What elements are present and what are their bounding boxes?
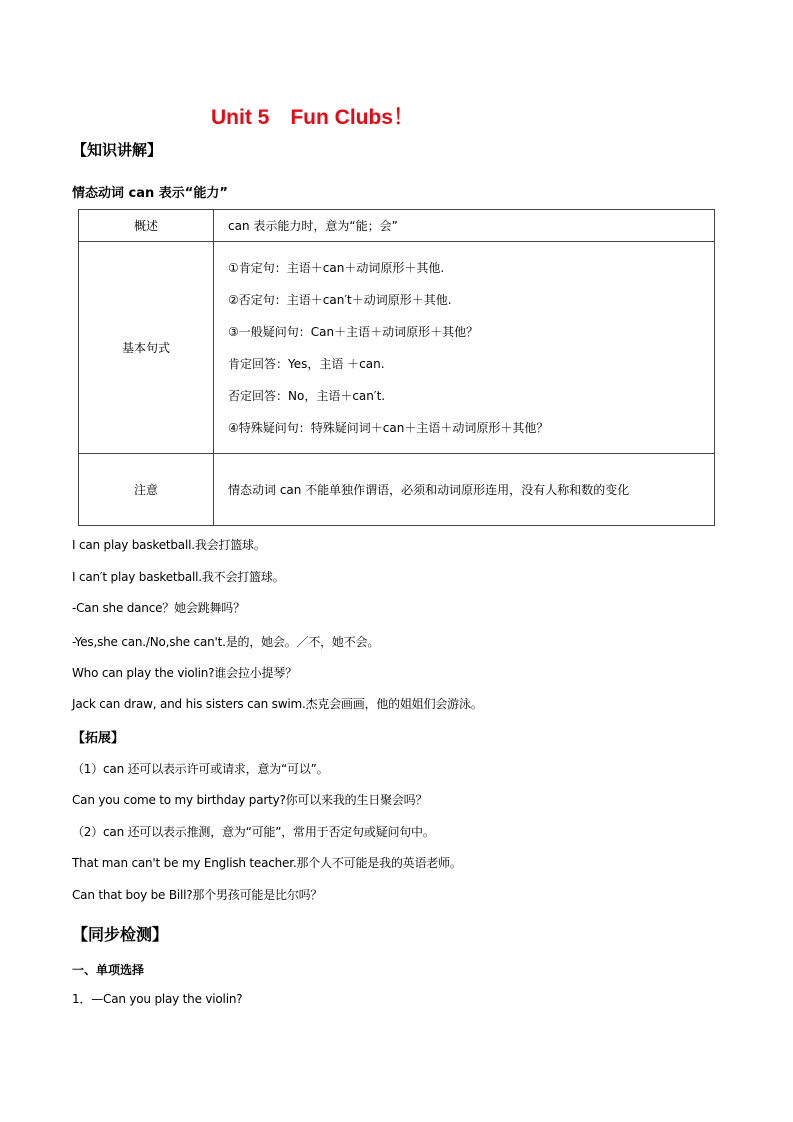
example-sentence: I can play basketball.我会打篮球。 [72, 538, 266, 552]
example-sentence: I can′t play basketball.我不会打篮球。 [72, 570, 285, 584]
example-sentence: Jack can draw, and his sisters can swim.杰克会画画，他的姐姐们会游泳。 [72, 697, 483, 711]
row-content-notes: 情态动词 can 不能单独作谓语，必须和动词原形连用，没有人称和数的变化 [214, 454, 715, 526]
example-sentence: -Yes,she can./No,she can't.是的，她会。／不，她不会。 [72, 635, 380, 649]
extension-line: That man can't be my English teacher.那个人不可能是我的英语老师。 [72, 856, 462, 870]
extension-line: Can that boy be Bill?那个男孩可能是比尔吗？ [72, 888, 323, 902]
pattern-positive-answer: 肯定回答：Yes，主语 ＋can. [228, 356, 385, 371]
section-heading-knowledge: 【知识讲解】 [72, 141, 163, 159]
topic-heading: 情态动词 can 表示“能力” [72, 186, 228, 201]
row-content-patterns [214, 242, 715, 454]
practice-part-heading: 一、单项选择 [72, 963, 145, 977]
section-heading-practice: 【同步检测】 [72, 925, 169, 944]
question-item: 1．—Can you play the violin? [72, 992, 243, 1006]
pattern-affirmative: ①肯定句：主语＋can＋动词原形＋其他. [228, 260, 445, 275]
example-sentence: Who can play the violin?谁会拉小提琴？ [72, 666, 297, 680]
pattern-negative: ②否定句：主语＋can′t＋动词原形＋其他. [228, 292, 452, 307]
pattern-yes-no-question: ③一般疑问句：Can＋主语＋动词原形＋其他？ [228, 324, 479, 339]
table-row-notes [79, 454, 715, 526]
row-label-overview: 概述 [79, 210, 214, 242]
page-title: Unit 5 Fun Clubs！ [211, 106, 414, 129]
extension-line: （1）can 还可以表示许可或请求，意为“可以”。 [72, 762, 329, 776]
table-row-patterns [79, 242, 715, 454]
grammar-table [78, 209, 715, 526]
extension-heading: 【拓展】 [72, 731, 125, 746]
example-sentence: -Can she dance？她会跳舞吗？ [72, 601, 245, 615]
table-row-overview [79, 210, 715, 242]
pattern-negative-answer: 否定回答：No，主语＋can′t. [228, 388, 386, 403]
row-label-patterns: 基本句式 [79, 242, 214, 454]
row-content-overview: can 表示能力时，意为“能；会” [214, 210, 715, 242]
pattern-wh-question: ④特殊疑问句：特殊疑问词＋can＋主语＋动词原形＋其他？ [228, 420, 549, 435]
row-label-notes: 注意 [79, 454, 214, 526]
extension-line: Can you come to my birthday party?你可以来我的生日聚会吗？ [72, 793, 428, 807]
extension-line: （2）can 还可以表示推测，意为“可能”，常用于否定句或疑问句中。 [72, 825, 435, 839]
